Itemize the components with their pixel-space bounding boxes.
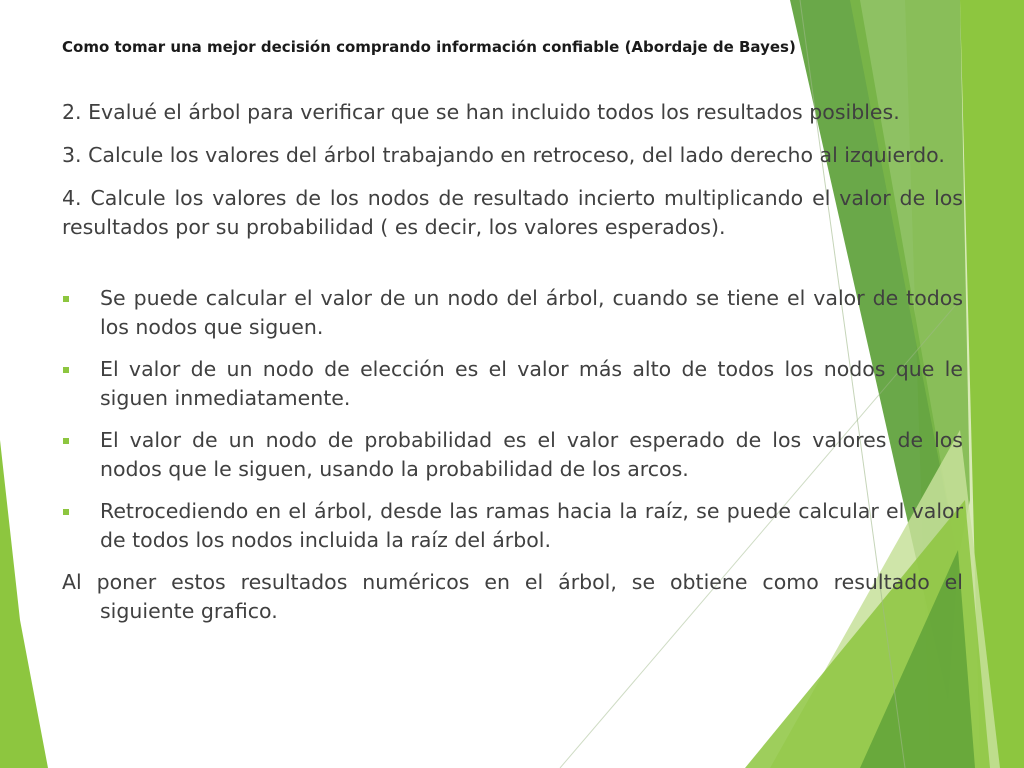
bullet-text: El valor de un nodo de probabilidad es el valor esperado de los valores de los nodos que le siguen, usando la probabilidad de los arcos. — [100, 428, 963, 481]
spacer — [62, 256, 963, 284]
slide-body — [62, 98, 963, 626]
bullet-text: Se puede calcular el valor de un nodo del árbol, cuando se tiene el valor de todos los nodos que siguen. — [100, 286, 963, 339]
bullet-item — [62, 355, 963, 413]
square-bullet-icon — [63, 296, 69, 302]
square-bullet-icon — [63, 438, 69, 444]
step-4-text: 4. Calcule los valores de los nodos de resultado incierto multiplicando el valor de los resultados por su probabilidad ( es decir, los valores esperados). — [62, 186, 963, 239]
bullet-text: Retrocediendo en el árbol, desde las ramas hacia la raíz, se puede calcular el valor de todos los nodos incluida la raíz del árbol. — [100, 499, 963, 552]
step-3-text: 3. Calcule los valores del árbol trabajando en retroceso, del lado derecho al izquierdo. — [62, 143, 945, 167]
bullet-item — [62, 426, 963, 484]
bullet-item — [62, 497, 963, 555]
bullet-text: El valor de un nodo de elección es el valor más alto de todos los nodos que le siguen inmediatamente. — [100, 357, 963, 410]
step-2-text: 2. Evalué el árbol para verificar que se han incluido todos los resultados posibles. — [62, 100, 900, 124]
square-bullet-icon — [63, 367, 69, 373]
left-green-strip — [0, 440, 48, 768]
bullet-item — [62, 284, 963, 342]
slide-title: Como tomar una mejor decisión comprando información confiable (Abordaje de Bayes) — [62, 38, 796, 56]
square-bullet-icon — [63, 509, 69, 515]
closing-text: Al poner estos resultados numéricos en el árbol, se obtiene como resultado el siguiente grafico. — [62, 570, 963, 623]
bullet-list — [62, 284, 963, 555]
